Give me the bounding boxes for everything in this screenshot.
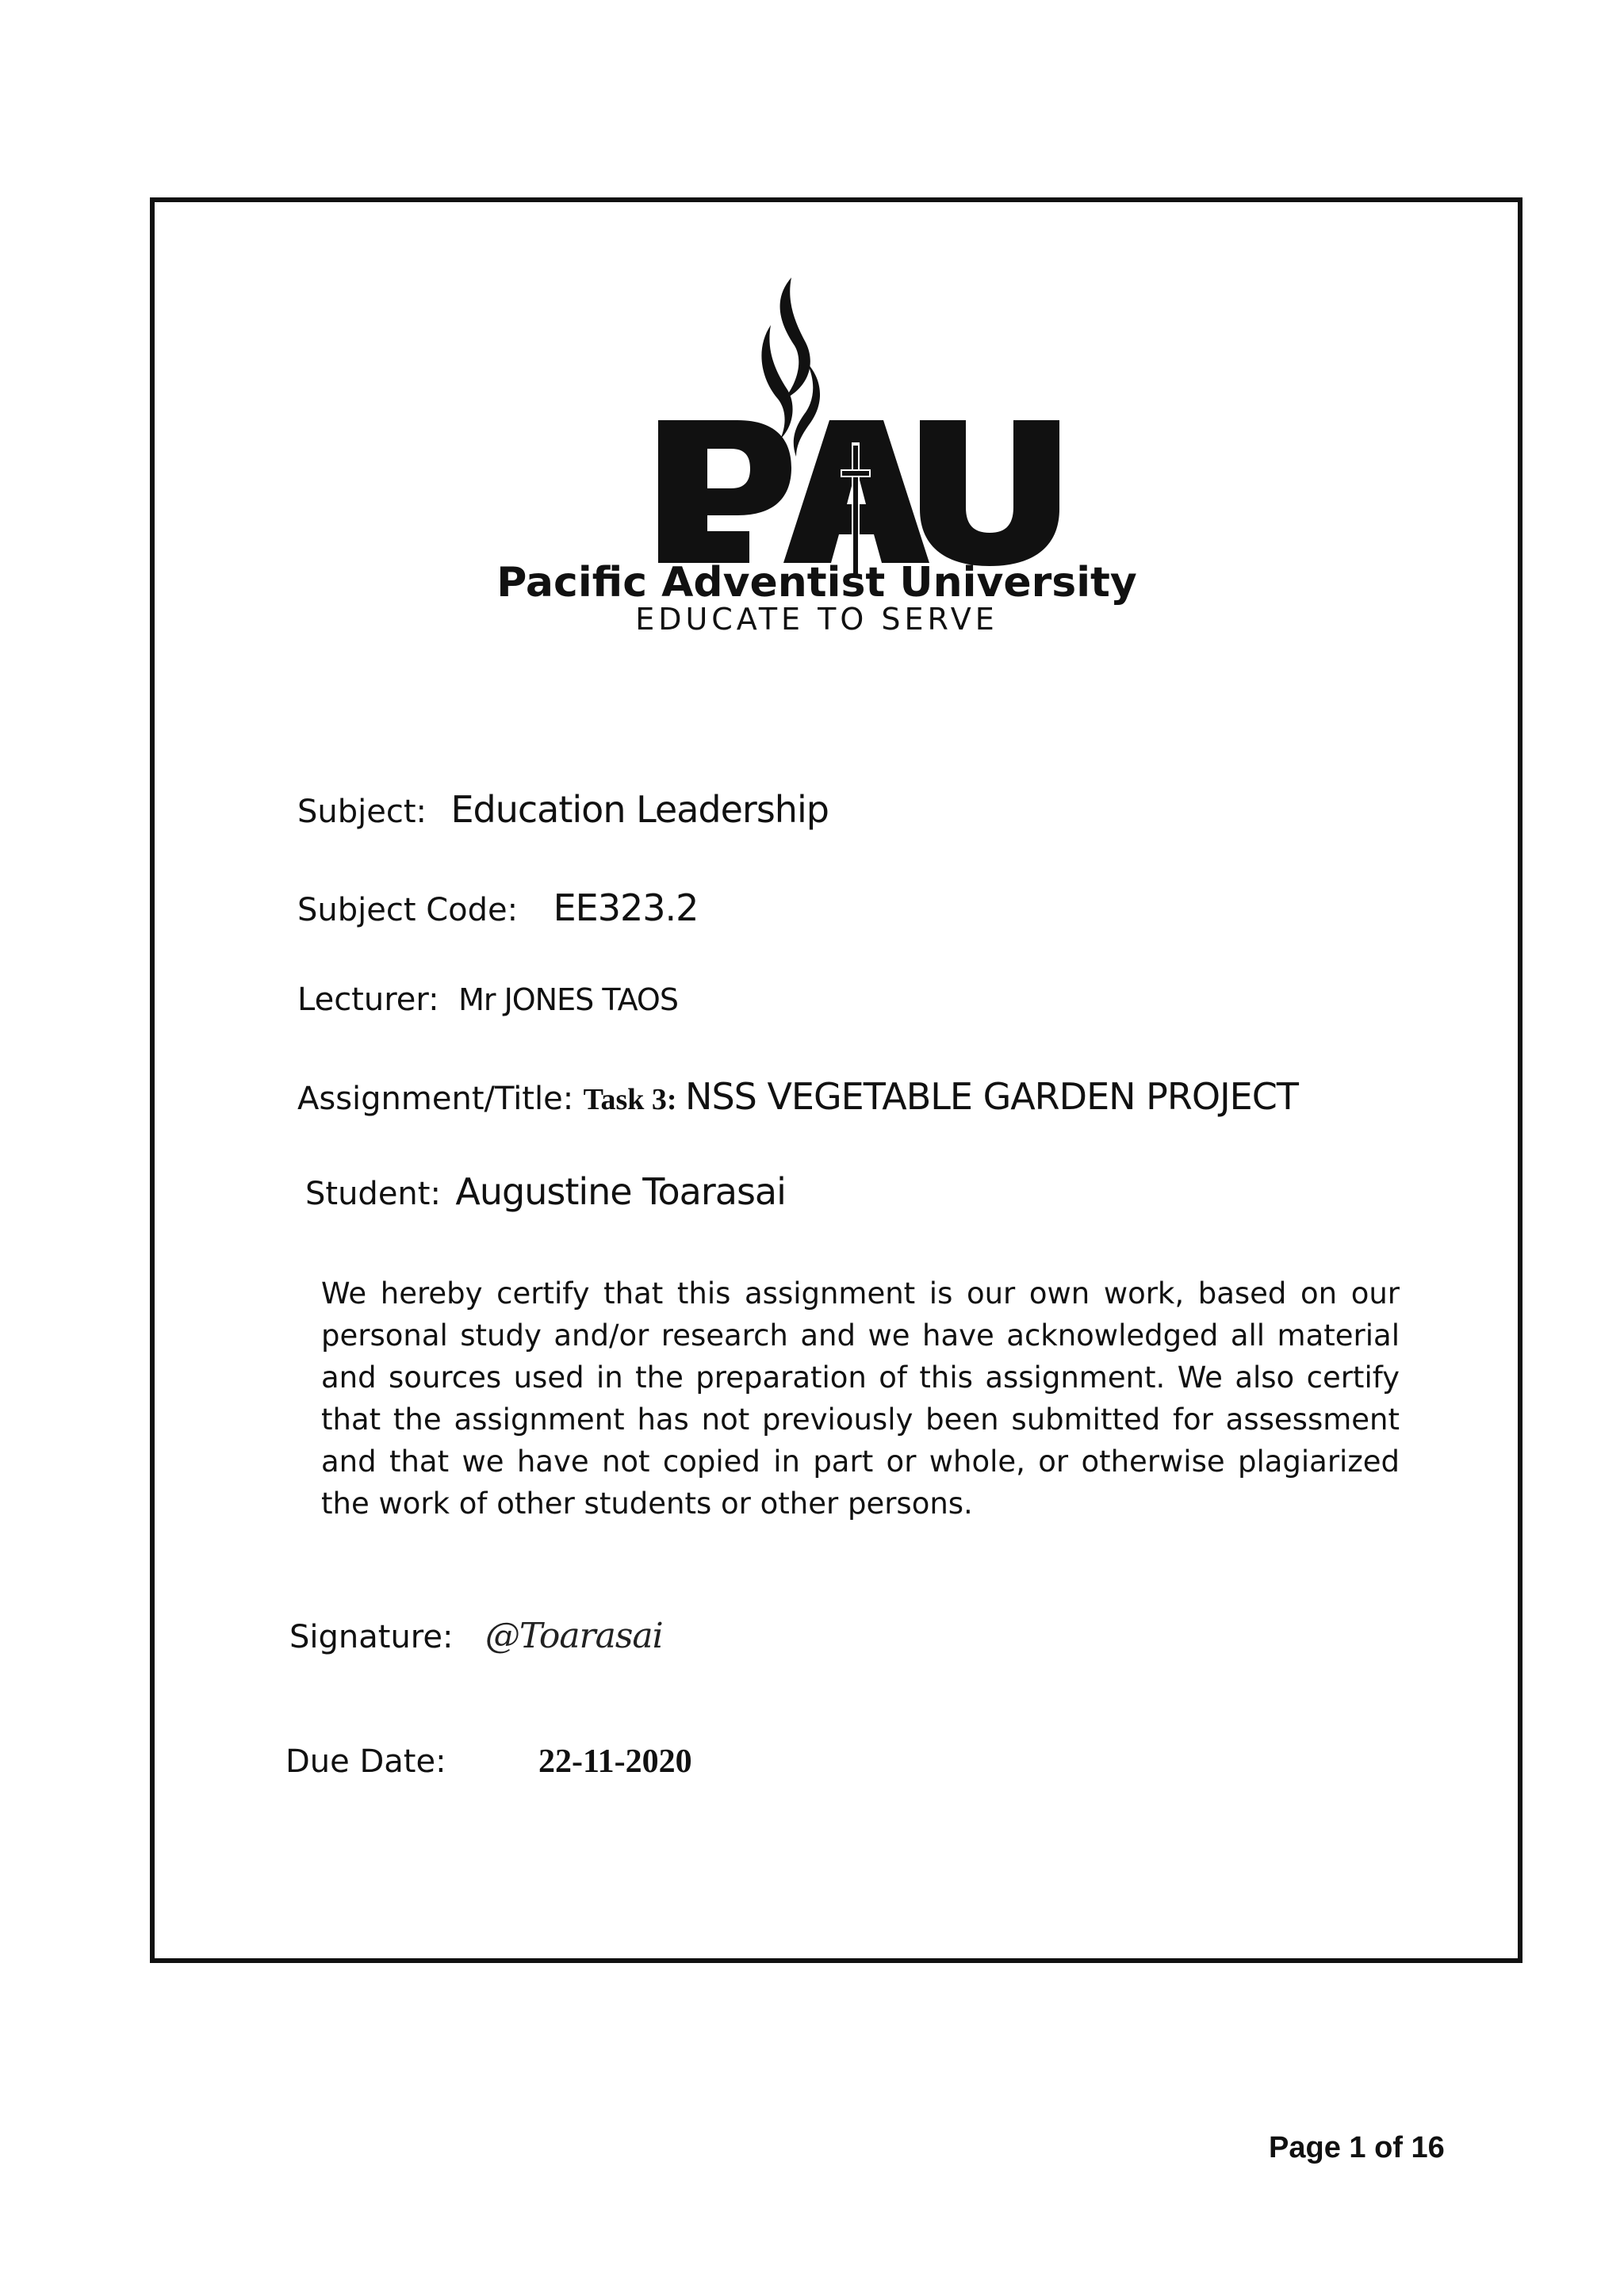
student-label: Student:: [305, 1176, 441, 1212]
subject-row: [297, 788, 829, 831]
assignment-label: Assignment/Title:: [297, 1081, 574, 1117]
university-name: Pacific Adventist University: [496, 559, 1137, 607]
subject-code-row: [297, 886, 698, 929]
university-logo: [476, 270, 1158, 634]
signature-label: Signature:: [289, 1619, 454, 1655]
assignment-task: Task 3:: [583, 1083, 677, 1116]
page-number: Page 1 of 16: [1269, 2131, 1445, 2164]
due-date-label: Due Date:: [285, 1743, 446, 1780]
pau-logo-graphic: [476, 270, 1158, 634]
assignment-value: NSS VEGETABLE GARDEN PROJECT: [685, 1075, 1298, 1118]
subject-label: Subject:: [297, 794, 427, 830]
signature-value: @Toarasai: [485, 1616, 663, 1656]
certification-statement: We hereby certify that this assignment is our own work, based on our personal study and/or research and we have acknowledged all material and sources used in the preparation of this assignment. We also certify that the assignment has not previously been submitted for assessment and that we have not copied in part or whole, or otherwise plagiarized the work of other students or other persons.: [321, 1276, 1400, 1521]
subject-code-value: EE323.2: [553, 886, 699, 929]
student-row: [305, 1170, 786, 1213]
assignment-row: [297, 1075, 1298, 1118]
lecturer-label: Lecturer:: [297, 982, 439, 1018]
lecturer-row: [297, 982, 678, 1018]
signature-row: [289, 1616, 663, 1656]
student-value: Augustine Toarasai: [455, 1170, 786, 1213]
due-date-row: [285, 1743, 692, 1781]
due-date-value: 22-11-2020: [538, 1743, 692, 1780]
lecturer-value: Mr JONES TAOS: [458, 982, 678, 1017]
subject-code-label: Subject Code:: [297, 892, 519, 928]
subject-value: Education Leadership: [450, 788, 829, 831]
university-motto: EDUCATE TO SERVE: [635, 602, 998, 634]
